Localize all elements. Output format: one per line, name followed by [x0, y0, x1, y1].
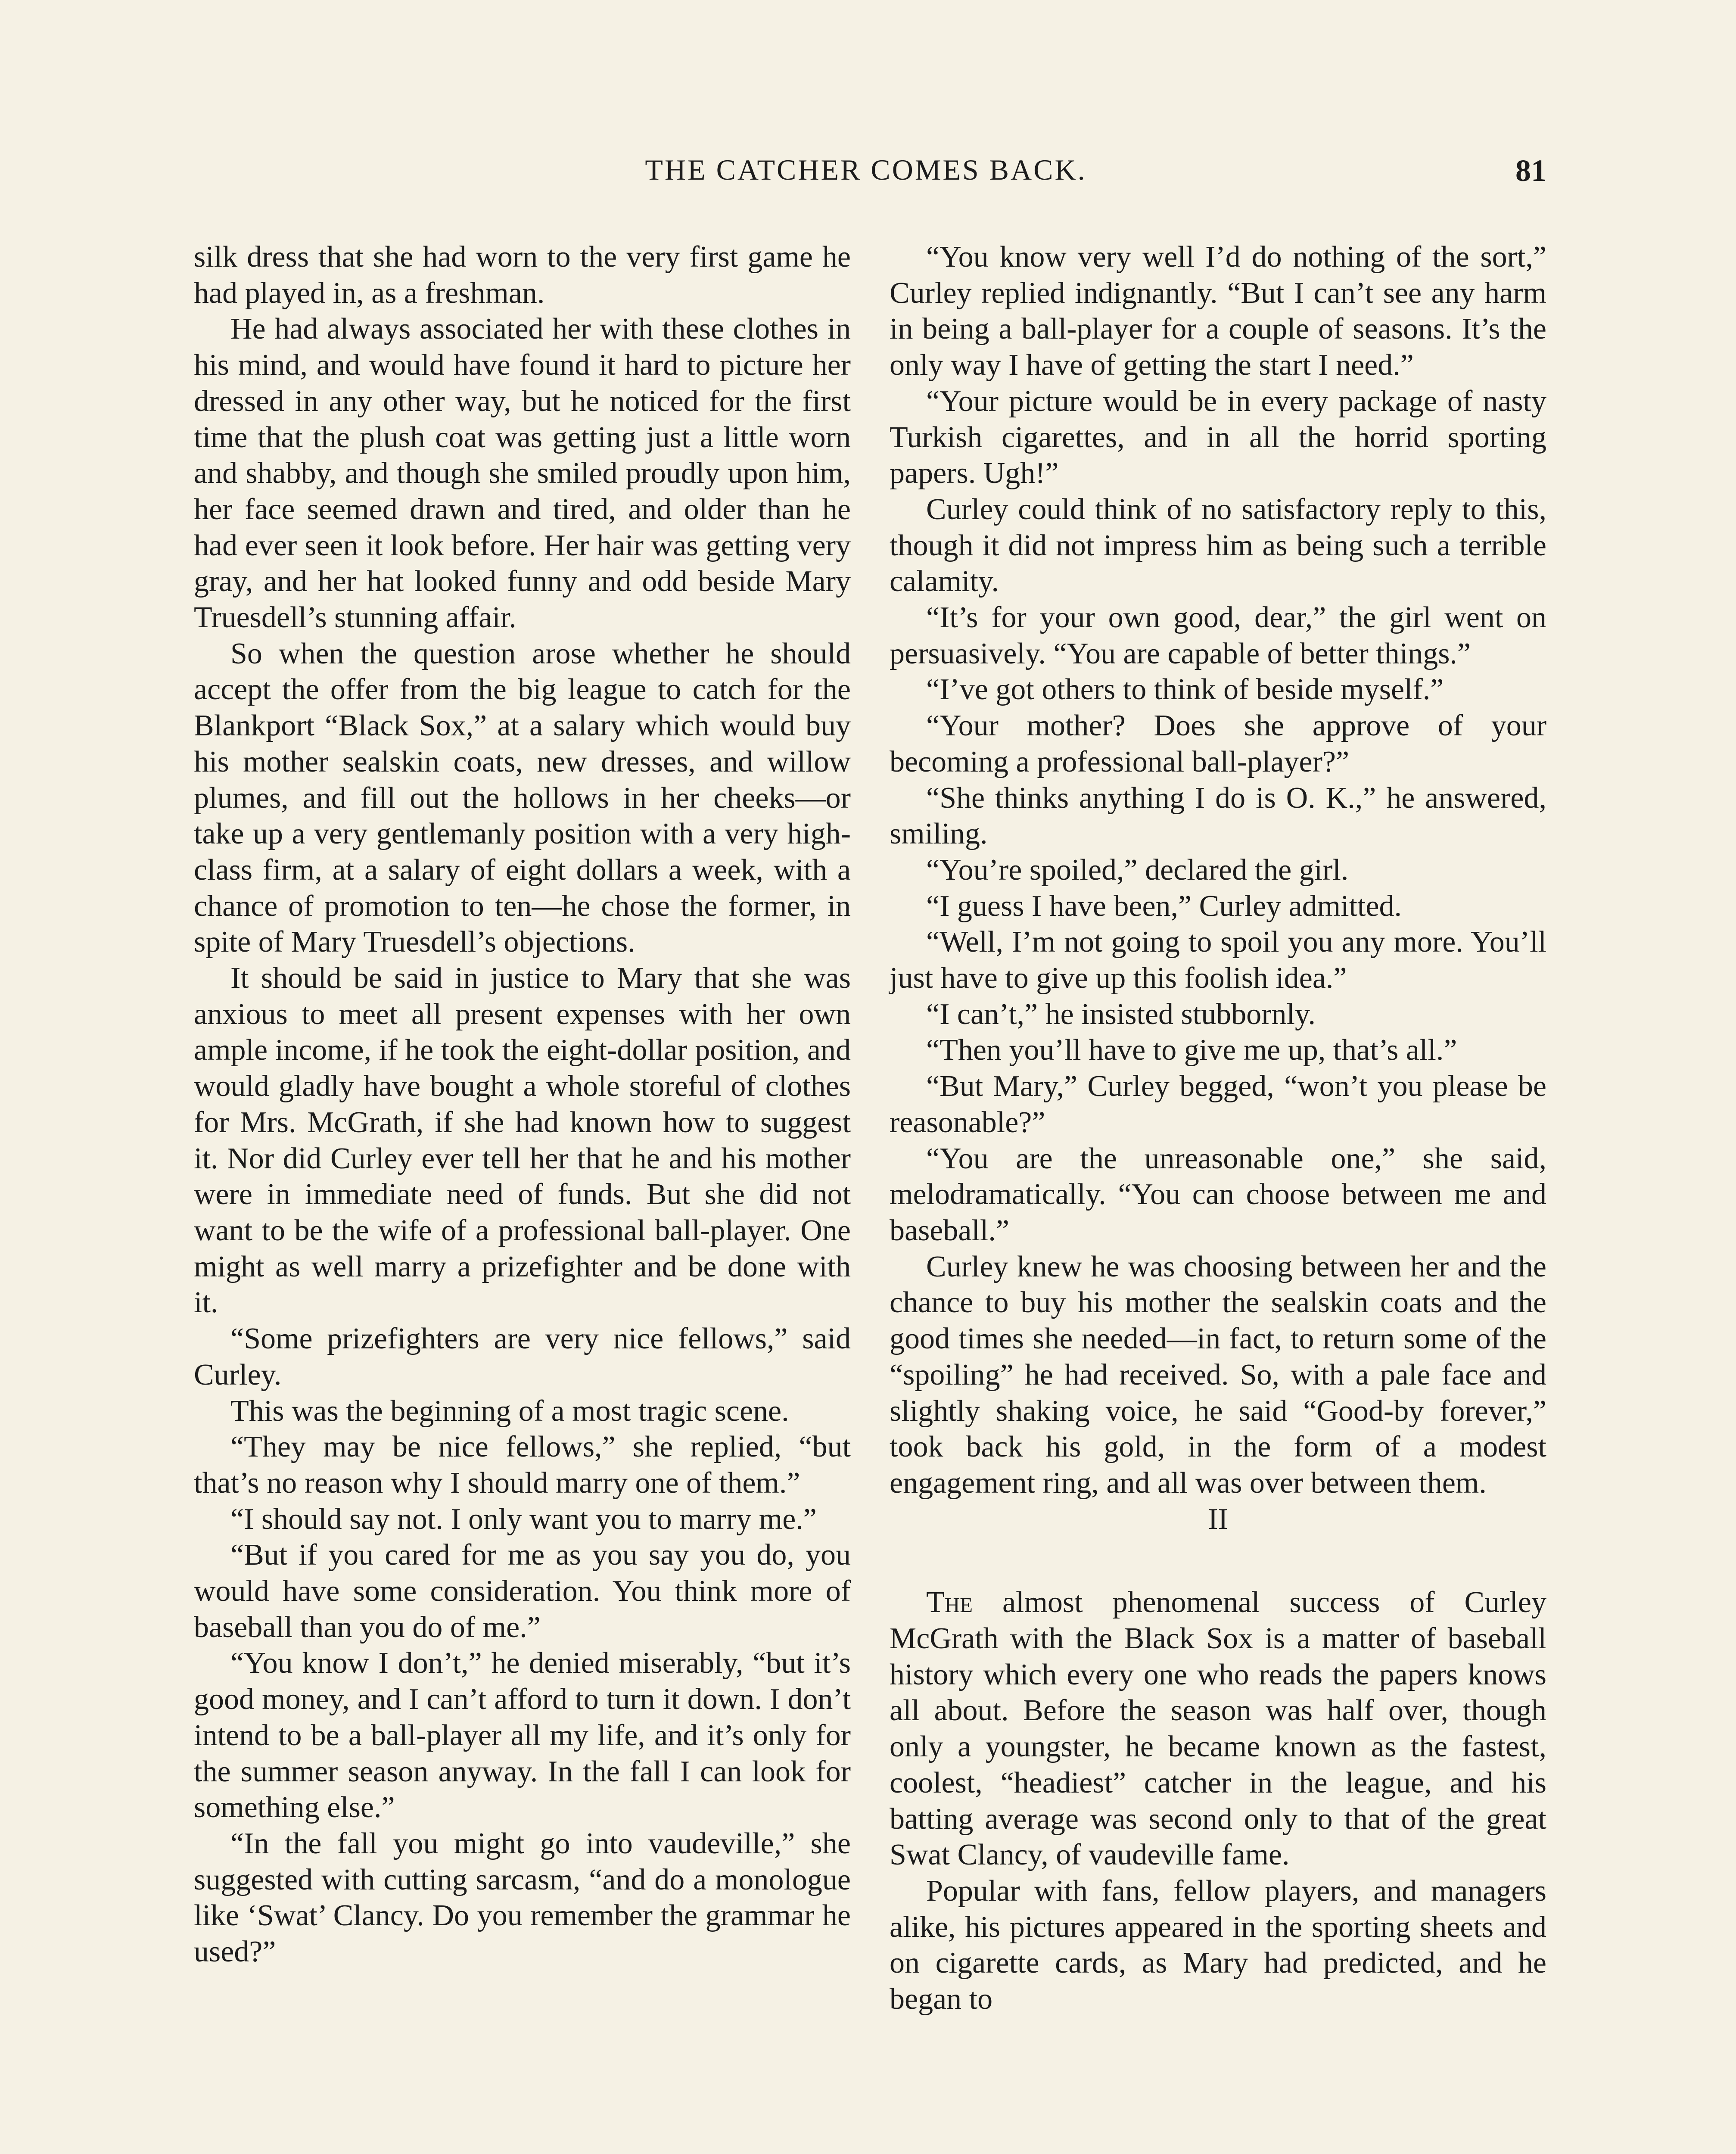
paragraph: Curley knew he was choosing between her and the chance to buy his mother the sealskin coats and the good times she needed—in fact, to return some of the “spoiling” he had received. So, with a pale face and slightly shaking voice, he said “Good-by forever,” took back his gold, in the form of a modest engagement ring, and all was over between them.: [890, 1250, 1546, 1500]
paragraph: “Your mother? Does she approve of your becoming a professional ball-player?”: [890, 709, 1546, 778]
paragraph: He had always associated her with these clothes in his mind, and would have found it hard to picture her dressed in any other way, but he noticed for the first time that the plush coat was getting just a little worn and shabby, and though she smiled proudly upon him, her face seemed drawn and tired, and older than he had ever seen it look before. Her hair was getting very gray, and her hat looked funny and odd beside Mary Truesdell’s stunning affair.: [194, 312, 851, 635]
paragraph: “You’re spoiled,” declared the girl.: [926, 853, 1349, 887]
paragraph: “Well, I’m not going to spoil you any more. You’ll just have to give up this foolish idea.”: [890, 925, 1546, 995]
left-text-column: [194, 239, 851, 1970]
paragraph: silk dress that she had worn to the very first game he had played in, as a freshman.: [194, 240, 851, 310]
paragraph: “You are the unreasonable one,” she said, melodramatically. “You can choose between me and baseball.”: [890, 1142, 1546, 1247]
paragraph: “In the fall you might go into vaudeville,” she suggested with cutting sarcasm, “and do a monologue like ‘Swat’ Clancy. Do you remember the grammar he used?”: [194, 1827, 851, 1969]
paragraph: “She thinks anything I do is O. K.,” he answered, smiling.: [890, 781, 1546, 851]
paragraph: “Your picture would be in every package of nasty Turkish cigarettes, and in all the horrid sporting papers. Ugh!”: [890, 384, 1546, 490]
paragraph: “Some prizefighters are very nice fellows,” said Curley.: [194, 1322, 851, 1391]
section-heading: II: [1208, 1502, 1228, 1536]
paragraph: “I guess I have been,” Curley admitted.: [926, 889, 1402, 923]
section-lead-word: The: [926, 1586, 973, 1619]
right-text-column: [890, 239, 1546, 2017]
paragraph: [890, 1584, 1546, 1873]
page-number: 81: [1515, 153, 1546, 188]
paragraph: So when the question arose whether he should accept the offer from the big league to catch for the Blankport “Black Sox,” at a salary which would buy his mother sealskin coats, new dresses, and willow plumes, and fill out the hollows in her cheeks—or take up a very gentlemanly position with a very high-class firm, at a salary of eight dollars a week, with a chance of promotion to ten—he chose the former, in spite of Mary Truesdell’s objections.: [194, 637, 851, 959]
running-header: [185, 153, 1546, 200]
running-title: THE CATCHER COMES BACK.: [645, 153, 1087, 186]
paragraph: It should be said in justice to Mary that she was anxious to meet all present expenses with her own ample income, if he took the eight-dollar position, and would gladly have bought a whole storeful of clothes for Mrs. McGrath, if she had known how to suggest it. Nor did Curley ever tell her that he and his mother were in immediate need of funds. But she did not want to be the wife of a professional ball-player. One might as well marry a prizefighter and be done with it.: [194, 962, 851, 1320]
paragraph: “But Mary,” Curley begged, “won’t you please be reasonable?”: [890, 1070, 1546, 1139]
paragraph: “I should say not. I only want you to marry me.”: [230, 1502, 817, 1536]
paragraph-text: almost phenomenal success of Curley McGrath with the Black Sox is a matter of baseball history which every one who reads the papers knows all about. Before the season was half over, though only a youngster, he became known as the fastest, coolest, “headiest” catcher in the league, and his batting average was second only to that of the great Swat Clancy, of vaudeville fame.: [890, 1586, 1546, 1872]
paragraph: “But if you cared for me as you say you do, you would have some consideration. You think more of baseball than you do of me.”: [194, 1538, 851, 1644]
paragraph: “I can’t,” he insisted stubbornly.: [926, 997, 1316, 1031]
paragraph: Popular with fans, fellow players, and managers alike, his pictures appeared in the sporting sheets and on cigarette cards, as Mary had predicted, and he began to: [890, 1874, 1546, 2016]
paragraph: “Then you’ll have to give me up, that’s all.”: [926, 1033, 1457, 1067]
paragraph: “You know I don’t,” he denied miserably, “but it’s good money, and I can’t afford to turn it down. I don’t intend to be a ball-player all my life, and it’s only for the summer season anyway. In the fall I can look for something else.”: [194, 1647, 851, 1824]
section-spacer: [890, 1537, 1546, 1584]
paragraph: Curley could think of no satisfactory reply to this, though it did not impress him as being such a terrible calamity.: [890, 492, 1546, 598]
paragraph: “They may be nice fellows,” she replied, “but that’s no reason why I should marry one of them.”: [194, 1430, 851, 1500]
paragraph: “You know very well I’d do nothing of the sort,” Curley replied indignantly. “But I can’t see any harm in being a ball-player for a couple of seasons. It’s the only way I have of getting the start I need.”: [890, 240, 1546, 382]
paragraph: This was the beginning of a most tragic scene.: [230, 1394, 789, 1428]
paragraph: “I’ve got others to think of beside myself.”: [926, 673, 1444, 707]
paragraph: “It’s for your own good, dear,” the girl went on persuasively. “You are capable of better things.”: [890, 601, 1546, 670]
